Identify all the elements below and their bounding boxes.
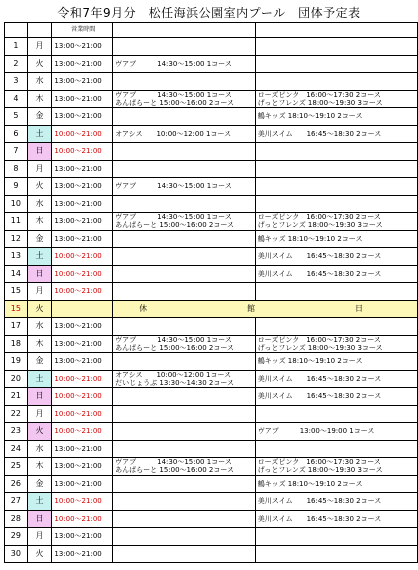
table-row <box>5 38 418 56</box>
day-of-week: 月 <box>27 160 52 178</box>
table-row <box>5 178 418 196</box>
header-dow-cell <box>27 23 52 38</box>
day-number: 9 <box>5 178 28 196</box>
group-cell-a <box>113 353 256 371</box>
hours-cell: 10:00～21:00 <box>52 388 113 406</box>
table-row <box>5 160 418 178</box>
day-number: 22 <box>5 405 28 423</box>
group-cell-b <box>255 335 417 353</box>
hours-cell: 13:00～21:00 <box>52 230 113 248</box>
group-cell-a <box>113 213 256 231</box>
group-entry: ローズピンク 16:00～17:30 2コース <box>257 335 381 344</box>
day-number: 1 <box>5 38 28 56</box>
group-cell-b <box>255 160 417 178</box>
group-entry: 鶴キッズ 18:10～19:10 2コース <box>257 357 363 366</box>
day-number: 6 <box>5 125 28 143</box>
day-of-week: 土 <box>27 370 52 388</box>
day-number: 28 <box>5 510 28 528</box>
day-of-week: 木 <box>27 90 52 108</box>
holiday-label: 休 館 日 <box>113 300 418 318</box>
table-row <box>5 440 418 458</box>
group-cell-a <box>113 440 256 458</box>
day-number: 25 <box>5 458 28 476</box>
hours-cell: 13:00～21:00 <box>52 195 113 213</box>
group-entry: げっとフレンズ 18:00～19:30 3コース <box>257 221 383 230</box>
header-b-cell <box>255 23 417 38</box>
group-cell-a <box>113 178 256 196</box>
table-row <box>5 370 418 388</box>
group-cell-b <box>255 125 417 143</box>
hours-cell: 13:00～21:00 <box>52 90 113 108</box>
group-entry: ローズピンク 16:00～17:30 2コース <box>257 90 381 99</box>
day-of-week: 月 <box>27 405 52 423</box>
table-row <box>5 510 418 528</box>
day-of-week: 土 <box>27 125 52 143</box>
group-entry: 美川スイム 16:45～18:30 2コース <box>257 269 382 278</box>
day-number: 17 <box>5 318 28 336</box>
day-of-week: 火 <box>27 55 52 73</box>
group-cell-b <box>255 230 417 248</box>
group-cell-b <box>255 423 417 441</box>
day-of-week: 金 <box>27 353 52 371</box>
group-cell-a <box>113 125 256 143</box>
hours-cell: 13:00～21:00 <box>52 475 113 493</box>
group-entry: 美川スイム 16:45～18:30 2コース <box>257 392 382 401</box>
header-a-cell <box>113 23 256 38</box>
schedule-table <box>4 22 418 563</box>
group-cell-a <box>113 248 256 266</box>
day-of-week: 火 <box>27 178 52 196</box>
table-row <box>5 108 418 126</box>
table-row <box>5 528 418 546</box>
table-row <box>5 230 418 248</box>
group-entry: ローズピンク 16:00～17:30 2コース <box>257 213 381 222</box>
day-number: 8 <box>5 160 28 178</box>
group-cell-a <box>113 160 256 178</box>
day-number: 15 <box>5 283 28 301</box>
table-row <box>5 143 418 161</box>
day-number: 24 <box>5 440 28 458</box>
day-of-week: 月 <box>27 528 52 546</box>
hours-cell: 10:00～21:00 <box>52 265 113 283</box>
group-cell-a <box>113 38 256 56</box>
day-number: 14 <box>5 265 28 283</box>
group-cell-b <box>255 545 417 563</box>
day-of-week: 水 <box>27 318 52 336</box>
group-cell-a <box>113 458 256 476</box>
group-cell-b <box>255 283 417 301</box>
hours-cell: 10:00～21:00 <box>52 143 113 161</box>
day-number: 19 <box>5 353 28 371</box>
group-cell-a <box>113 90 256 108</box>
day-of-week: 木 <box>27 458 52 476</box>
day-number: 23 <box>5 423 28 441</box>
hours-cell: 13:00～21:00 <box>52 213 113 231</box>
group-entry: げっとフレンズ 18:00～19:30 3コース <box>257 466 383 475</box>
group-entry: 美川スイム 16:45～18:30 2コース <box>257 129 382 138</box>
day-of-week: 水 <box>27 440 52 458</box>
group-entry: あんぱらーと 15:00～16:00 2コース <box>115 466 235 475</box>
group-cell-b <box>255 73 417 91</box>
page-title: 令和7年9月分 松任海浜公園室内プール 団体予定表 <box>57 6 361 20</box>
header-row <box>5 23 418 38</box>
group-cell-a <box>113 493 256 511</box>
table-row <box>5 405 418 423</box>
group-cell-a <box>113 335 256 353</box>
group-cell-a <box>113 528 256 546</box>
group-entry: ヴアブ 14:30～15:00 1コース <box>115 182 232 191</box>
table-row <box>5 388 418 406</box>
group-entry: 美川スイム 16:45～18:30 2コース <box>257 252 382 261</box>
day-of-week: 日 <box>27 265 52 283</box>
hours-cell: 13:00～21:00 <box>52 108 113 126</box>
hours-cell: 13:00～21:00 <box>52 160 113 178</box>
table-row <box>5 318 418 336</box>
hours-cell: 13:00～21:00 <box>52 38 113 56</box>
group-entry: ローズピンク 16:00～17:30 2コース <box>257 458 381 467</box>
day-number: 18 <box>5 335 28 353</box>
hours-cell: 10:00～21:00 <box>52 125 113 143</box>
group-cell-b <box>255 248 417 266</box>
day-number: 26 <box>5 475 28 493</box>
day-of-week: 金 <box>27 475 52 493</box>
hours-cell: 13:00～21:00 <box>52 353 113 371</box>
group-cell-b <box>255 178 417 196</box>
day-of-week: 土 <box>27 248 52 266</box>
table-row <box>5 335 418 353</box>
day-number: 10 <box>5 195 28 213</box>
group-cell-b <box>255 458 417 476</box>
day-number: 5 <box>5 108 28 126</box>
group-cell-a <box>113 318 256 336</box>
day-of-week: 水 <box>27 73 52 91</box>
group-cell-b <box>255 370 417 388</box>
group-cell-b <box>255 528 417 546</box>
group-cell-b <box>255 55 417 73</box>
group-entry: オアシス 10:00～12:00 1コース <box>115 129 232 138</box>
hours-cell <box>52 300 113 318</box>
hours-cell: 10:00～21:00 <box>52 405 113 423</box>
day-of-week: 火 <box>27 300 52 318</box>
day-of-week: 水 <box>27 195 52 213</box>
group-cell-a <box>113 283 256 301</box>
hours-cell: 13:00～21:00 <box>52 178 113 196</box>
day-number: 3 <box>5 73 28 91</box>
table-row <box>5 265 418 283</box>
group-cell-b <box>255 388 417 406</box>
table-row <box>5 423 418 441</box>
group-cell-b <box>255 265 417 283</box>
group-entry: ヴアブ 13:00～19:00 1コース <box>257 427 375 436</box>
day-of-week: 金 <box>27 230 52 248</box>
group-entry: 美川スイム 16:45～18:30 2コース <box>257 497 382 506</box>
group-cell-a <box>113 73 256 91</box>
group-entry: 鶴キッズ 18:10～19:10 2コース <box>257 479 363 488</box>
hours-cell: 13:00～21:00 <box>52 55 113 73</box>
group-cell-b <box>255 143 417 161</box>
hours-cell: 10:00～21:00 <box>52 248 113 266</box>
day-number: 4 <box>5 90 28 108</box>
hours-cell: 10:00～21:00 <box>52 370 113 388</box>
day-number: 27 <box>5 493 28 511</box>
group-cell-b <box>255 90 417 108</box>
group-cell-a <box>113 423 256 441</box>
hours-cell: 10:00～21:00 <box>52 283 113 301</box>
day-number: 12 <box>5 230 28 248</box>
group-entry: ヴアブ 14:30～15:00 1コース <box>115 59 232 68</box>
day-number: 2 <box>5 55 28 73</box>
group-cell-a <box>113 265 256 283</box>
group-cell-b <box>255 353 417 371</box>
group-cell-a <box>113 230 256 248</box>
group-cell-b <box>255 195 417 213</box>
group-entry: ヴアブ 14:30～15:00 1コース <box>115 458 232 467</box>
group-cell-a <box>113 55 256 73</box>
day-of-week: 木 <box>27 335 52 353</box>
group-entry: 美川スイム 16:45～18:30 2コース <box>257 374 382 383</box>
day-of-week: 日 <box>27 388 52 406</box>
day-of-week: 月 <box>27 283 52 301</box>
group-cell-a <box>113 143 256 161</box>
group-cell-b <box>255 405 417 423</box>
table-row <box>5 493 418 511</box>
group-cell-b <box>255 108 417 126</box>
day-number: 11 <box>5 213 28 231</box>
table-row <box>5 73 418 91</box>
table-row <box>5 90 418 108</box>
group-entry: げっとフレンズ 18:00～19:30 3コース <box>257 98 383 107</box>
group-cell-a <box>113 195 256 213</box>
hours-cell: 13:00～21:00 <box>52 458 113 476</box>
hours-cell: 10:00～21:00 <box>52 423 113 441</box>
group-cell-b <box>255 510 417 528</box>
hours-cell: 13:00～21:00 <box>52 528 113 546</box>
group-cell-a <box>113 545 256 563</box>
day-of-week: 日 <box>27 143 52 161</box>
table-row <box>5 283 418 301</box>
group-entry: ヴアブ 14:30～15:00 1コース <box>115 90 232 99</box>
table-row <box>5 545 418 563</box>
group-cell-b <box>255 493 417 511</box>
table-row <box>5 475 418 493</box>
day-of-week: 土 <box>27 493 52 511</box>
day-number: 30 <box>5 545 28 563</box>
table-row <box>5 300 418 318</box>
header-no-cell <box>5 23 28 38</box>
table-row <box>5 248 418 266</box>
day-number: 15 <box>5 300 28 318</box>
table-row <box>5 458 418 476</box>
group-entry: だいじょうぶ 13:30～14:30 2コース <box>115 378 235 387</box>
day-of-week: 火 <box>27 423 52 441</box>
group-cell-b <box>255 440 417 458</box>
table-row <box>5 353 418 371</box>
group-entry: あんぱらーと 15:00～16:00 2コース <box>115 343 235 352</box>
hours-cell: 10:00～21:00 <box>52 493 113 511</box>
hours-cell: 13:00～21:00 <box>52 440 113 458</box>
hours-cell: 13:00～21:00 <box>52 545 113 563</box>
group-entry: ヴアブ 14:30～15:00 1コース <box>115 213 232 222</box>
group-cell-b <box>255 38 417 56</box>
group-cell-a <box>113 388 256 406</box>
group-cell-b <box>255 475 417 493</box>
day-of-week: 金 <box>27 108 52 126</box>
table-row <box>5 195 418 213</box>
hours-cell: 13:00～21:00 <box>52 335 113 353</box>
day-of-week: 木 <box>27 213 52 231</box>
hours-cell: 10:00～21:00 <box>52 510 113 528</box>
day-number: 21 <box>5 388 28 406</box>
table-row <box>5 125 418 143</box>
table-row <box>5 213 418 231</box>
group-entry: げっとフレンズ 18:00～19:30 3コース <box>257 343 383 352</box>
group-cell-a <box>113 475 256 493</box>
group-entry: あんぱらーと 15:00～16:00 2コース <box>115 98 235 107</box>
group-cell-a <box>113 108 256 126</box>
day-of-week: 火 <box>27 545 52 563</box>
day-number: 7 <box>5 143 28 161</box>
group-cell-b <box>255 213 417 231</box>
day-number: 29 <box>5 528 28 546</box>
group-entry: 鶴キッズ 18:10～19:10 2コース <box>257 234 363 243</box>
group-cell-a <box>113 370 256 388</box>
day-of-week: 日 <box>27 510 52 528</box>
day-of-week: 月 <box>27 38 52 56</box>
group-cell-a <box>113 405 256 423</box>
group-entry: 美川スイム 16:45～18:30 2コース <box>257 514 382 523</box>
group-cell-b <box>255 318 417 336</box>
group-entry: ヴアブ 14:30～15:00 1コース <box>115 335 232 344</box>
table-row <box>5 55 418 73</box>
day-number: 20 <box>5 370 28 388</box>
hours-cell: 13:00～21:00 <box>52 73 113 91</box>
hours-cell: 13:00～21:00 <box>52 318 113 336</box>
group-entry: オアシス 10:00～12:00 1コース <box>115 370 232 379</box>
group-entry: 鶴キッズ 18:10～19:10 2コース <box>257 112 363 121</box>
day-number: 13 <box>5 248 28 266</box>
group-cell-a <box>113 510 256 528</box>
header-time-cell: 営業時間 <box>52 23 113 38</box>
group-entry: あんぱらーと 15:00～16:00 2コース <box>115 221 235 230</box>
